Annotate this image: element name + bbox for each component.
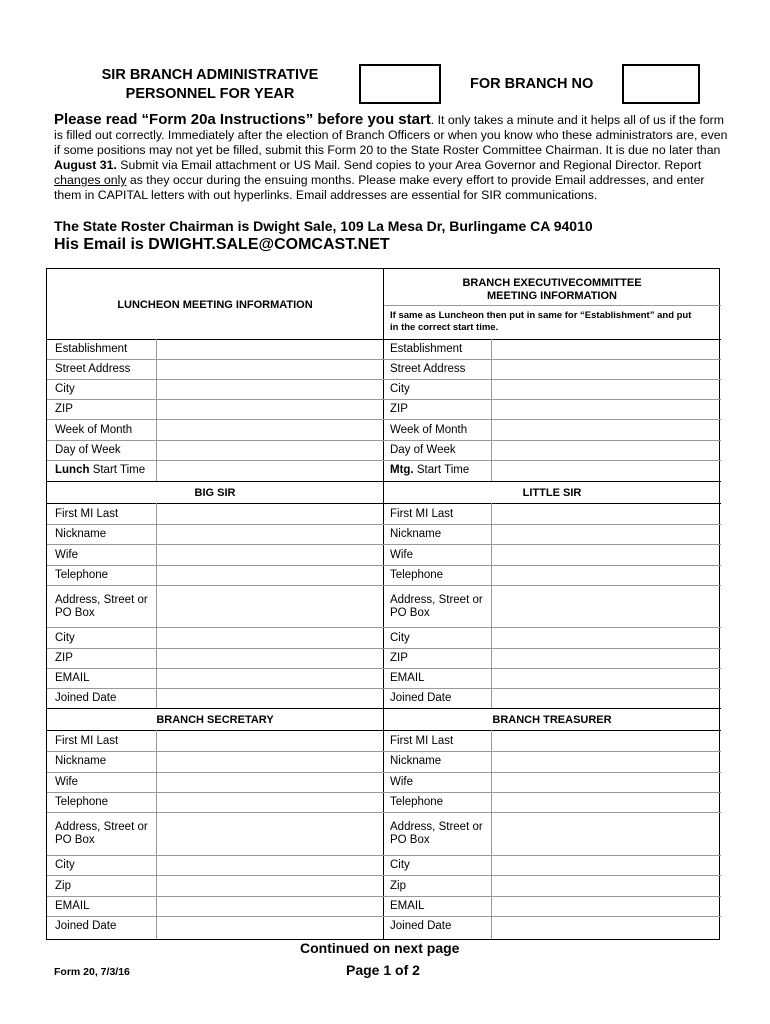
luncheon-row-start: [55, 464, 145, 477]
due-date: August 31.: [54, 158, 117, 172]
luncheon-row-zip: ZIP: [55, 403, 73, 415]
row-sep: [47, 359, 721, 360]
big-sir-city-label: City: [55, 632, 75, 644]
exec-heading-line1: BRANCH EXECUTIVECOMMITTEE: [462, 277, 642, 289]
form-title-line1: SIR BRANCH ADMINISTRATIVE: [101, 67, 319, 83]
section-divider: [47, 708, 721, 709]
row-sep: [47, 772, 721, 773]
treasurer-heading: BRANCH TREASURER: [492, 714, 612, 726]
row-sep: [47, 916, 721, 917]
value-column-divider: [491, 503, 492, 708]
value-column-divider: [491, 339, 492, 482]
secretary-zip-label: Zip: [55, 880, 71, 892]
row-sep: [47, 627, 721, 628]
little-sir-zip-label: ZIP: [390, 652, 408, 664]
little-sir-nickname-label: Nickname: [390, 528, 442, 540]
value-column-divider: [156, 730, 157, 939]
luncheon-row-establishment: Establishment: [55, 343, 128, 355]
roster-chairman-line: The State Roster Chairman is Dwight Sale, 109 La Mesa Dr, Burlingame CA 94010: [54, 218, 593, 234]
little-sir-telephone-label: Telephone: [390, 569, 444, 581]
big-sir-heading: BIG SIR: [194, 487, 236, 499]
exec-heading: [384, 277, 720, 303]
secretary-wife-label: Wife: [55, 776, 78, 788]
secretary-joined-label: Joined Date: [55, 920, 117, 932]
big-sir-zip-label: ZIP: [55, 652, 73, 664]
exec-note-line2: in the correct start time.: [390, 322, 499, 333]
luncheon-row-city: City: [55, 383, 75, 395]
big-sir-joined-label: Joined Date: [55, 692, 117, 704]
exec-start-bold: Mtg.: [390, 464, 414, 476]
instructions-text3: as they occur during the ensuing months. Please make every effort to provide Email addresses, and enter them in CAPITAL letters with out hyperlinks. Email addresses are essential for SIR communications.: [54, 173, 705, 202]
big-sir-wife-label: Wife: [55, 549, 78, 561]
instructions-text2: Submit via Email attachment or US Mail. Send copies to your Area Governor and Regional Director. Report: [116, 158, 702, 172]
value-column-divider: [491, 730, 492, 939]
little-sir-city-label: City: [390, 632, 410, 644]
branch-number-field[interactable]: [622, 64, 700, 104]
row-sep: [47, 875, 721, 876]
value-column-divider: [156, 339, 157, 482]
secretary-telephone-label: Telephone: [55, 796, 109, 808]
personnel-form-grid: [46, 268, 720, 940]
secretary-nickname-label: Nickname: [55, 755, 107, 767]
secretary-address-label: Address, Street or PO Box: [55, 821, 148, 846]
little-sir-address-label: Address, Street or PO Box: [390, 594, 483, 619]
treasurer-email-label: EMAIL: [390, 900, 425, 912]
luncheon-row-day: Day of Week: [55, 444, 121, 456]
big-sir-telephone-label: Telephone: [55, 569, 109, 581]
treasurer-address-label: Address, Street or PO Box: [390, 821, 483, 846]
exec-row-city: City: [390, 383, 410, 395]
value-column-divider: [156, 503, 157, 708]
treasurer-city-label: City: [390, 859, 410, 871]
center-divider: [383, 269, 384, 939]
row-sep: [47, 792, 721, 793]
row-sep: [47, 379, 721, 380]
form-number: Form 20, 7/3/16: [54, 966, 130, 978]
row-sep: [47, 855, 721, 856]
luncheon-start-rest: Start Time: [89, 464, 146, 476]
exec-row-week: Week of Month: [390, 424, 468, 436]
row-sep: [47, 751, 721, 752]
row-sep: [47, 565, 721, 566]
exec-start-rest: Start Time: [413, 464, 470, 476]
little-sir-heading: LITTLE SIR: [522, 487, 582, 499]
treasurer-name-label: First MI Last: [390, 735, 454, 747]
secretary-heading: BRANCH SECRETARY: [156, 714, 274, 726]
heading-divider: [47, 730, 721, 731]
row-sep: [47, 440, 721, 441]
instructions-text1: . It only takes a minute and it helps all of us if the form is filled out correctly. Immediately after the election of Branch Officers or when you know who these administrators are, even if some positions may not yet be filled, submit this Form 20 to the State Roster Committee Chairman. It is due no later than: [54, 113, 728, 157]
row-sep: [47, 896, 721, 897]
exec-row-start: [390, 464, 469, 477]
big-sir-nickname-label: Nickname: [55, 528, 107, 540]
row-sep: [47, 419, 721, 420]
luncheon-start-bold: Lunch: [55, 464, 90, 476]
luncheon-heading: LUNCHEON MEETING INFORMATION: [117, 299, 313, 311]
secretary-city-label: City: [55, 859, 75, 871]
little-sir-wife-label: Wife: [390, 549, 413, 561]
treasurer-joined-label: Joined Date: [390, 920, 452, 932]
luncheon-row-week: Week of Month: [55, 424, 133, 436]
row-sep: [47, 812, 721, 813]
luncheon-row-street: Street Address: [55, 363, 131, 375]
form-title: [80, 66, 340, 104]
row-sep: [47, 688, 721, 689]
page-number: Page 1 of 2: [346, 962, 420, 978]
row-sep: [47, 585, 721, 586]
row-sep: [47, 544, 721, 545]
row-sep: [47, 648, 721, 649]
big-sir-email-label: EMAIL: [55, 672, 90, 684]
little-sir-name-label: First MI Last: [390, 508, 454, 520]
for-branch-label: FOR BRANCH NO: [470, 76, 594, 92]
row-sep: [47, 399, 721, 400]
meeting-header-bottom: [47, 339, 721, 340]
roster-email-line: His Email is DWIGHT.SALE@COMCAST.NET: [54, 236, 390, 253]
exec-row-zip: ZIP: [390, 403, 408, 415]
row-sep: [47, 524, 721, 525]
instructions-lead: Please read “Form 20a Instructions” before you start: [54, 111, 431, 128]
treasurer-nickname-label: Nickname: [390, 755, 442, 767]
row-sep: [47, 460, 721, 461]
heading-divider: [47, 503, 721, 504]
little-sir-email-label: EMAIL: [390, 672, 425, 684]
little-sir-joined-label: Joined Date: [390, 692, 452, 704]
exec-row-establishment: Establishment: [390, 343, 463, 355]
changes-only: changes only: [54, 173, 127, 187]
exec-note-line1: If same as Luncheon then put in same for “Establishment” and put: [390, 310, 692, 321]
treasurer-telephone-label: Telephone: [390, 796, 444, 808]
continued-note: Continued on next page: [300, 940, 460, 956]
section-divider: [47, 481, 721, 482]
big-sir-name-label: First MI Last: [55, 508, 119, 520]
secretary-name-label: First MI Last: [55, 735, 119, 747]
big-sir-address-label: Address, Street or PO Box: [55, 594, 148, 619]
exec-note: [390, 310, 715, 334]
exec-heading-divider: [384, 305, 721, 306]
exec-row-day: Day of Week: [390, 444, 456, 456]
year-field[interactable]: [359, 64, 441, 104]
secretary-email-label: EMAIL: [55, 900, 90, 912]
treasurer-wife-label: Wife: [390, 776, 413, 788]
exec-heading-line2: MEETING INFORMATION: [487, 290, 617, 302]
form-title-line2: PERSONNEL FOR YEAR: [125, 86, 295, 102]
exec-row-street: Street Address: [390, 363, 466, 375]
treasurer-zip-label: Zip: [390, 880, 406, 892]
row-sep: [47, 668, 721, 669]
instructions: [54, 112, 734, 203]
